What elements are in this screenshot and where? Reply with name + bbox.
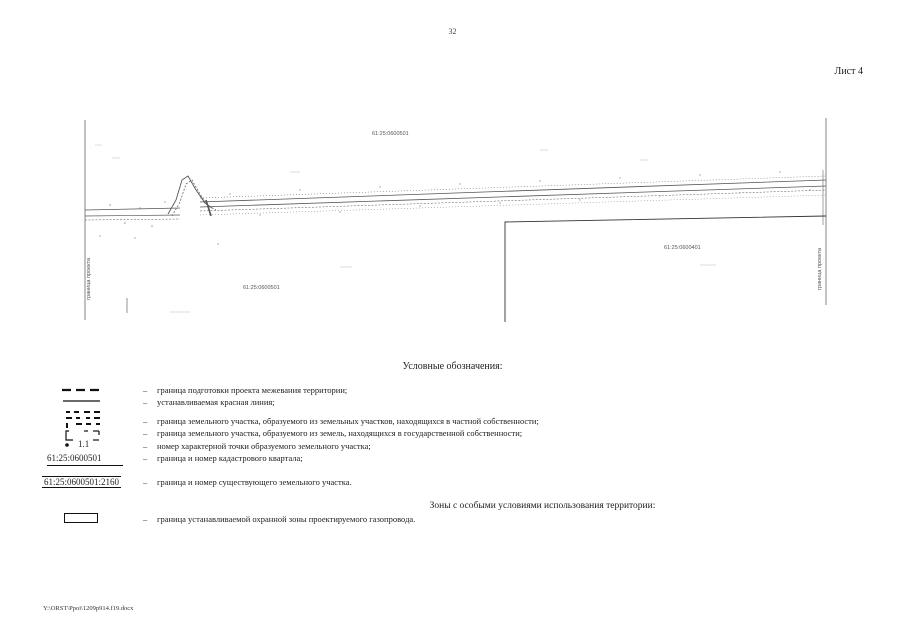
- quarter-underline: [47, 465, 123, 466]
- legend-item-state-parcel: – граница земельного участка, образуемого из земель, находящихся в государственной собственности;: [143, 428, 523, 438]
- sheet-label: Лист 4: [834, 66, 863, 77]
- zones-title: Зоны с особыми условиями использования территории:: [429, 501, 656, 511]
- legend-item-red-line: – устанавливаемая красная линия;: [143, 397, 275, 407]
- legend-item-project-boundary: – граница подготовки проекта межевания территории;: [143, 385, 348, 395]
- footer-file-path: Y:\ORST\Ppoi\1209p914.f19.docx: [43, 605, 134, 612]
- map-texture: [99, 171, 810, 244]
- page-number: 32: [448, 27, 457, 36]
- parcel-number-label: 61:25:0600501:2160: [44, 477, 120, 487]
- legend-item-quarter: – граница и номер кадастрового квартала;: [143, 453, 303, 463]
- zones-item-protection-zone: – граница устанавливаемой охранной зоны проектируемого газопровода.: [143, 514, 416, 524]
- road-corridor: [85, 176, 826, 220]
- quarter-number-label: 61:25:0600501: [47, 453, 102, 463]
- quarter-label-bottom: 61:25:0600501: [243, 285, 280, 291]
- legend-title: Условные обозначения:: [402, 361, 503, 372]
- quarter-label-top: 61:25:0600501: [372, 131, 409, 137]
- legend-item-private-parcel: – граница земельного участка, образуемого из земельных участков, находящихся в частной собственности;: [143, 416, 539, 426]
- legend-item-point-number: – номер характерной точки образуемого земельного участка;: [143, 441, 371, 451]
- map-right-side-label: граница проекта: [817, 247, 823, 290]
- map-faint-marks: [95, 145, 716, 312]
- point-number-label: 1.1: [78, 439, 90, 449]
- legend-item-existing-parcel: – граница и номер существующего земельного участка.: [143, 477, 352, 487]
- parcel-boundary: [505, 216, 826, 322]
- map-left-side-label: граница проекта: [86, 257, 92, 300]
- quarter-label-right: 61:25:0600401: [664, 245, 701, 251]
